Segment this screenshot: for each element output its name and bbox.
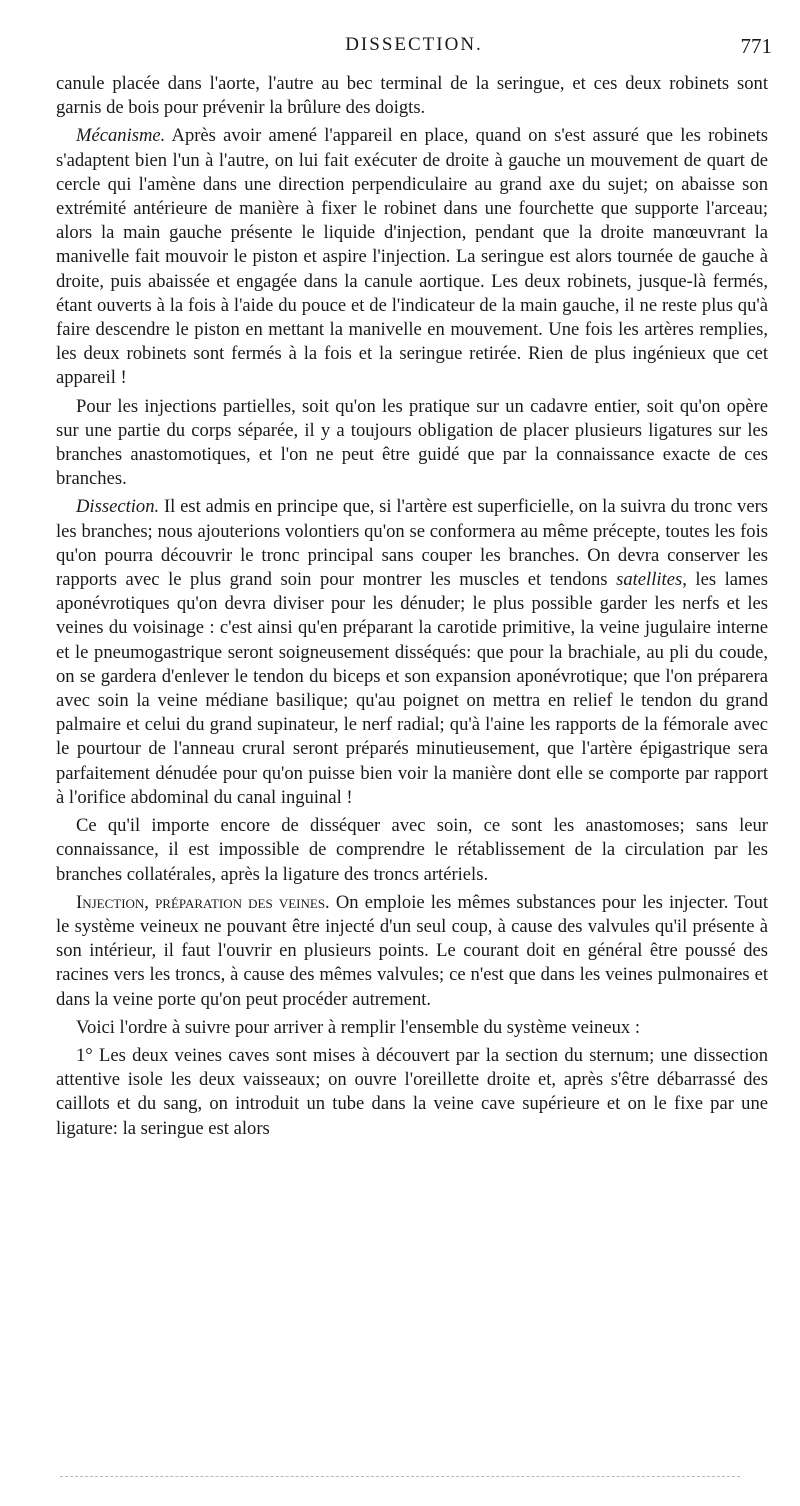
paragraph-text-continued: , les lames aponévrotiques qu'on devra diviser pour les dénuder; le plus possible garder les nerfs et les veines du voisinage : c'est ainsi qu'en préparant la carotide primitive, la veine jugulaire interne et le pneumogastrique seront soigneusement disséqués: que pour la brachiale, au pli du coude, on se gardera d'enlever le tendon du biceps et son expansion aponévrotique; que l'on préparera avec soin la veine médiane basilique; qu'au poignet on mettra en relief le tendon du grand palmaire et celui du grand supinateur, le nerf radial; qu'à l'aine les rapports de la fémorale avec le pourtour de l'anneau crural seront préparés minutieusement, que l'artère épigastrique sera parfaitement dénudée pour qu'on puisse bien voir la manière dont elle se comporte par rapport à l'orifice abdominal du canal inguinal ! [56, 569, 768, 808]
section-rubric: Mécanisme. [76, 125, 166, 147]
paragraph-text: On emploie les mêmes substances pour les injecter. Tout le système veineux ne pouvant être injecté d'un seul coup, à cause des valvules qu'il présente à son intérieur, il faut l'ouvrir en plusieurs points. Le courant doit en général être poussé des racines vers les troncs, à cause des mêmes valvules; ce n'est que dans les veines pulmonaires et dans la veine porte qu'on peut procéder autrement. [56, 891, 768, 1010]
paragraph-text: Ce qu'il importe encore de disséquer avec soin, ce sont les anastomoses; sans leur connaissance, il est impossible de comprendre le rétablissement de la circulation par les branches collatérales, après la ligature des troncs artériels. [56, 815, 768, 885]
paragraph-text: Pour les injections partielles, soit qu'on les pratique sur un cadavre entier, soit qu'on opère sur une partie du corps séparée, il y a toujours obligation de placer plusieurs ligatures sur les branches anastomotiques, et l'on ne peut être guidé que par la connaissance exacte de ces branches. [56, 395, 768, 490]
paragraph-1 [56, 72, 768, 120]
section-rubric: Dissection. [76, 496, 160, 518]
paragraph-text: Voici l'ordre à suivre pour arriver à remplir l'ensemble du système veineux : [76, 1016, 640, 1038]
paragraph-text: Il est admis en principe que, si l'artère est superficielle, on la suivra du tronc vers les branches; nous ajouterions volontiers qu'on se conformera au même précepte, toutes les fois qu'on pourra découvrir le tronc principal sans couper les branches. On devra conserver les rapports avec le plus grand soin pour montrer les muscles et tendons [56, 496, 769, 591]
paragraph-mecanisme [56, 124, 768, 390]
body-text [56, 72, 768, 1145]
paragraph-injections-partielles [56, 395, 768, 492]
paragraph-veines-caves [56, 1044, 768, 1141]
running-title: DISSECTION. [345, 34, 483, 55]
paragraph-text: 1° Les deux veines caves sont mises à découvert par la section du sternum; une dissection attentive isole les deux vaisseaux; on ouvre l'oreillette droite et, après s'être débarrassé des caillots et du sang, on introduit un tube dans la veine cave supérieure et on le fixe par une ligature: la seringue est alors [56, 1044, 768, 1139]
section-heading: Injection, préparation des veines. [76, 891, 330, 913]
paragraph-dissection [56, 495, 768, 810]
paragraph-anastomoses [56, 814, 768, 887]
footer-rule [60, 1476, 740, 1477]
paragraph-ordre [56, 1016, 768, 1040]
page-header [56, 34, 772, 64]
paragraph-text: canule placée dans l'aorte, l'autre au bec terminal de la seringue, et ces deux robinets sont garnis de bois pour prévenir la brûlure des doigts. [56, 73, 768, 119]
page-number: 771 [740, 34, 772, 58]
emphasis: satellites [616, 569, 683, 591]
paragraph-text: Après avoir amené l'appareil en place, quand on s'est assuré que les robinets s'adaptent bien l'un à l'autre, on lui fait exécuter de droite à gauche un mouvement de quart de cercle qui l'amène dans une direction perpendiculaire au grand axe du sujet; on abaisse son extrémité antérieure de manière à fixer le robinet dans une fourchette que supporte l'arceau; alors la main gauche présente le liquide d'injection, pendant que la droite manœuvrant la manivelle fait mouvoir le piston et aspire l'injection. La seringue est alors tournée de gauche à droite, puis abaissée et engagée dans la canule aortique. Les deux robinets, jusque-là fermés, étant ouverts à la fois à l'aide du pouce et de l'indicateur de la main gauche, il ne reste plus qu'à faire descendre le piston en mettant la manivelle en mouvement. Une fois les artères remplies, les deux robinets sont fermés à la fois et la seringue retirée. Rien de plus ingénieux que cet appareil ! [56, 125, 769, 389]
paragraph-injection-veines [56, 891, 768, 1012]
